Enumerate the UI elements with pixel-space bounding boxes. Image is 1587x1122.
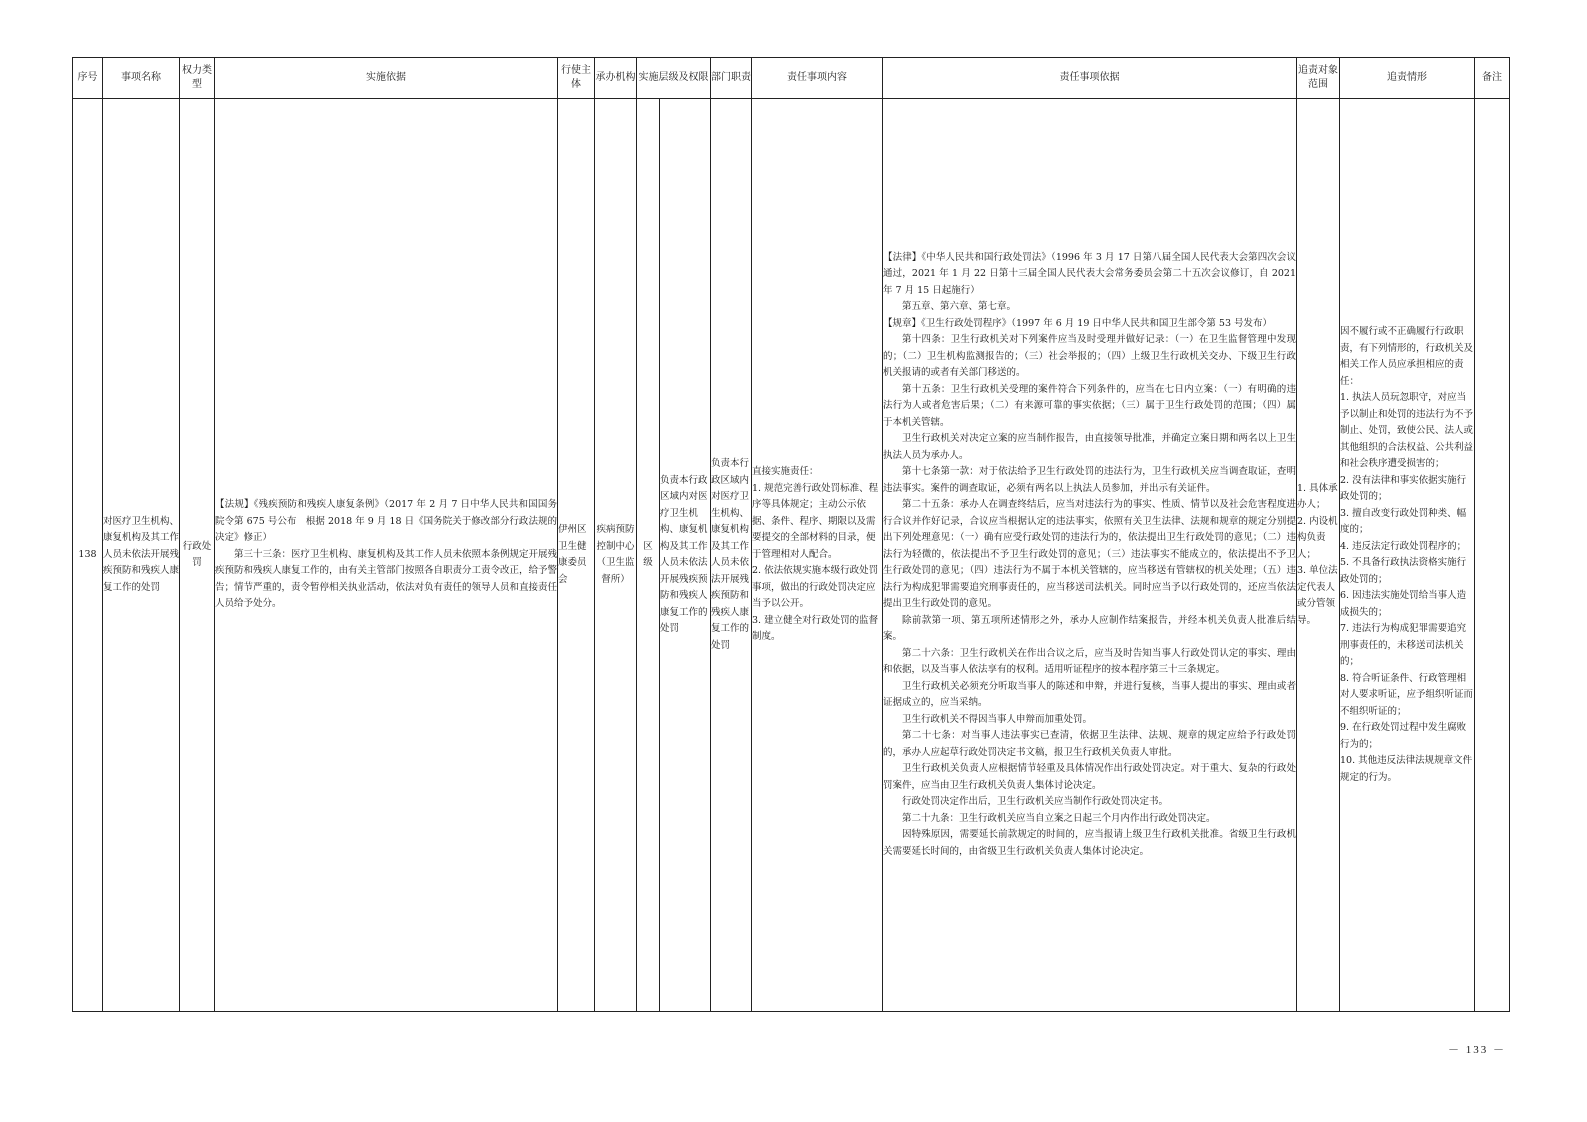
resp-basis-paragraph: 第二十七条：对当事人违法事实已查清，依据卫生法律、法规、规章的规定应给予行政处罚的，承办人应起草行政处罚决定书文稿，报卫生行政机关负责人审批。	[883, 730, 1296, 758]
cell-accountability-scope	[1297, 99, 1340, 1012]
header-item-name: 事项名称	[103, 58, 180, 99]
resp-basis-paragraph: 【法律】《中华人民共和国行政处罚法》（1996 年 3 月 17 日第八届全国人民代表大会第四次会议通过，2021 年 1 月 22 日第十三届全国人民代表大会常务委员会第二十五次会议修订，自 2021 年 7 月 15 日起施行）	[883, 251, 1296, 296]
resp-basis-paragraph: 第二十九条：卫生行政机关应当自立案之日起三个月内作出行政处罚决定。	[902, 812, 1216, 824]
cell-basis	[215, 99, 558, 1012]
responsibility-table	[72, 57, 1510, 1012]
header-resp-content: 责任事项内容	[752, 58, 883, 99]
header-level: 实施层级及权限	[637, 58, 711, 99]
header-accountability-cases: 追责情形	[1340, 58, 1475, 99]
header-remarks: 备注	[1475, 58, 1510, 99]
resp-basis-paragraph: 卫生行政机关负责人应根据情节轻重及具体情况作出行政处罚决定。对于重大、复杂的行政处罚案件，应当由卫生行政机关负责人集体讨论决定。	[883, 763, 1296, 791]
cell-seq: 138	[73, 99, 103, 1012]
resp-basis-paragraph: 行政处罚决定作出后，卫生行政机关应当制作行政处罚决定书。	[902, 796, 1169, 808]
accountability-cases-text: 因不履行或不正确履行行政职责，有下列情形的，行政机关及相关工作人员应承担相应的责任： 1. 执法人员玩忽职守，对应当予以制止和处罚的违法行为不予制止、处罚，致使公民、法人或其他组织的合法权益、公共利益和社会秩序遭受损害的； 2. 没有法律和事实依据实施行政处罚的； 3. 擅自改变行政处罚种类、幅度的； 4. 违反法定行政处罚程序的； 5. 不具备行政执法资格实施行政处罚的； 6. 因违法实施处罚给当事人造成损失的； 7. 违法行为构成犯罪需要追究刑事责任的，未移送司法机关的； 8. 符合听证条件、行政管理相对人要求听证，应予组织听证而不组织听证的； 9. 在行政处罚过程中发生腐败行为的； 10. 其他违反法律法规规章文件规定的行为。	[1340, 326, 1474, 783]
cell-handler: 疾病预防控制中心（卫生监督所）	[595, 99, 637, 1012]
cell-level-authority: 负责本行政区域内对医疗卫生机构、康复机构及其工作人员未依法开展残疾预防和残疾人康复工作的处罚	[660, 99, 711, 1012]
cell-resp-basis	[883, 99, 1297, 1012]
basis-paragraph: 【法规】《残疾预防和残疾人康复条例》（2017 年 2 月 7 日中华人民共和国国务院令第 675 号公布 根据 2018 年 9 月 18 日《国务院关于修改部分行政法规的决定》修正）	[215, 499, 557, 544]
header-basis: 实施依据	[215, 58, 558, 99]
basis-paragraph: 第三十三条：医疗卫生机构、康复机构及其工作人员未依照本条例规定开展残疾预防和残疾人康复工作的，由有关主管部门按照各自职责分工责令改正，给予警告；情节严重的，责令暂停相关执业活动，依法对负有责任的领导人员和直接责任人员给予处分。	[215, 548, 558, 610]
cell-dept-duty: 负责本行政区域内对医疗卫生机构、康复机构及其工作人员未依法开展残疾预防和残疾人康复工作的处罚	[711, 99, 752, 1012]
cell-subject: 伊州区卫生健康委员会	[558, 99, 595, 1012]
resp-basis-paragraph: 第十四条：卫生行政机关对下列案件应当及时受理并做好记录：（一）在卫生监督管理中发现的；（二）卫生机构监测报告的；（三）社会举报的；（四）上级卫生行政机关交办、下级卫生行政机关报请的或者有关部门移送的。	[883, 334, 1296, 379]
resp-basis-paragraph: 卫生行政机关不得因当事人申辩而加重处罚。	[902, 713, 1093, 725]
resp-basis-paragraph: 第十五条：卫生行政机关受理的案件符合下列条件的，应当在七日内立案：（一）有明确的违法行为人或者危害后果；（二）有来源可靠的事实依据；（三）属于卫生行政处罚的范围；（四）属于本机关管辖。	[883, 383, 1296, 428]
cell-accountability-cases	[1340, 99, 1475, 1012]
header-seq: 序号	[73, 58, 103, 99]
header-resp-basis: 责任事项依据	[883, 58, 1297, 99]
cell-power-type: 行政处罚	[180, 99, 215, 1012]
resp-basis-paragraph: 第五章、第六章、第七章。	[902, 301, 1017, 313]
header-power-type: 权力类型	[180, 58, 215, 99]
page-number: － 133 －	[1448, 1044, 1506, 1056]
cell-level: 区级	[637, 99, 660, 1012]
cell-item-name: 对医疗卫生机构、康复机构及其工作人员未依法开展残疾预防和残疾人康复工作的处罚	[103, 99, 180, 1012]
header-handler: 承办机构	[595, 58, 637, 99]
cell-remarks	[1475, 99, 1510, 1012]
resp-basis-paragraph: 第二十五条：承办人在调查终结后，应当对违法行为的事实、性质、情节以及社会危害程度进行合议并作好记录，合议应当根据认定的违法事实，依照有关卫生法律、法规和规章的规定分别提出下列处理意见：（一）确有应受行政处罚的违法行为的，依法提出卫生行政处罚的意见；（二）违法行为轻微的，依法提出不予卫生行政处罚的意见；（三）违法事实不能成立的，依法提出不予卫生行政处罚的意见；（四）违法行为不属于本机关管辖的，应当移送有管辖权的机关处理；（五）违法行为构成犯罪需要追究刑事责任的，应当移送司法机关。同时应当予以行政处罚的，还应当依法提出卫生行政处罚的意见。	[883, 499, 1296, 610]
resp-basis-paragraph: 卫生行政机关对决定立案的应当制作报告，由直接领导批准，并确定立案日期和两名以上卫生执法人员为承办人。	[883, 433, 1296, 461]
resp-basis-paragraph: 除前款第一项、第五项所述情形之外，承办人应制作结案报告，并经本机关负责人批准后结案。	[883, 614, 1296, 643]
header-row	[73, 58, 1510, 99]
resp-basis-paragraph: 第十七条第一款：对于依法给予卫生行政处罚的违法行为，卫生行政机关应当调查取证，查明违法事实。案件的调查取证，必须有两名以上执法人员参加，并出示有关证件。	[883, 466, 1296, 494]
table-row	[73, 99, 1510, 1012]
header-dept-duty: 部门职责	[711, 58, 752, 99]
header-subject: 行使主体	[558, 58, 595, 99]
header-accountability-scope: 追责对象范围	[1297, 58, 1340, 99]
accountability-scope-text: 1. 具体承办人； 2. 内设机构负责人； 3. 单位法定代表人或分管领导。	[1297, 482, 1338, 626]
cell-resp-content	[752, 99, 883, 1012]
resp-basis-paragraph: 【规章】《卫生行政处罚程序》（1997 年 6 月 19 日中华人民共和国卫生部令第 53 号发布）	[883, 317, 1273, 329]
resp-basis-paragraph: 因特殊原因，需要延长前款规定的时间的，应当报请上级卫生行政机关批准。省级卫生行政机关需要延长时间的，由省级卫生行政机关负责人集体讨论决定。	[883, 829, 1296, 857]
resp-basis-paragraph: 卫生行政机关必须充分听取当事人的陈述和申辩，并进行复核，当事人提出的事实、理由或者证据成立的，应当采纳。	[883, 680, 1296, 709]
resp-content-text: 直接实施责任： 1. 规范完善行政处罚标准、程序等具体规定；主动公示依据、条件、程序、期限以及需要提交的全部材料的目录，便于管理相对人配合。 2. 依法依规实施本级行政处罚事项，做出的行政处罚决定应当予以公开。 3. 建立健全对行政处罚的监督制度。	[752, 466, 879, 643]
resp-basis-paragraph: 第二十六条：卫生行政机关在作出合议之后，应当及时告知当事人行政处罚认定的事实、理由和依据，以及当事人依法享有的权利。适用听证程序的按本程序第三十三条规定。	[883, 647, 1296, 676]
